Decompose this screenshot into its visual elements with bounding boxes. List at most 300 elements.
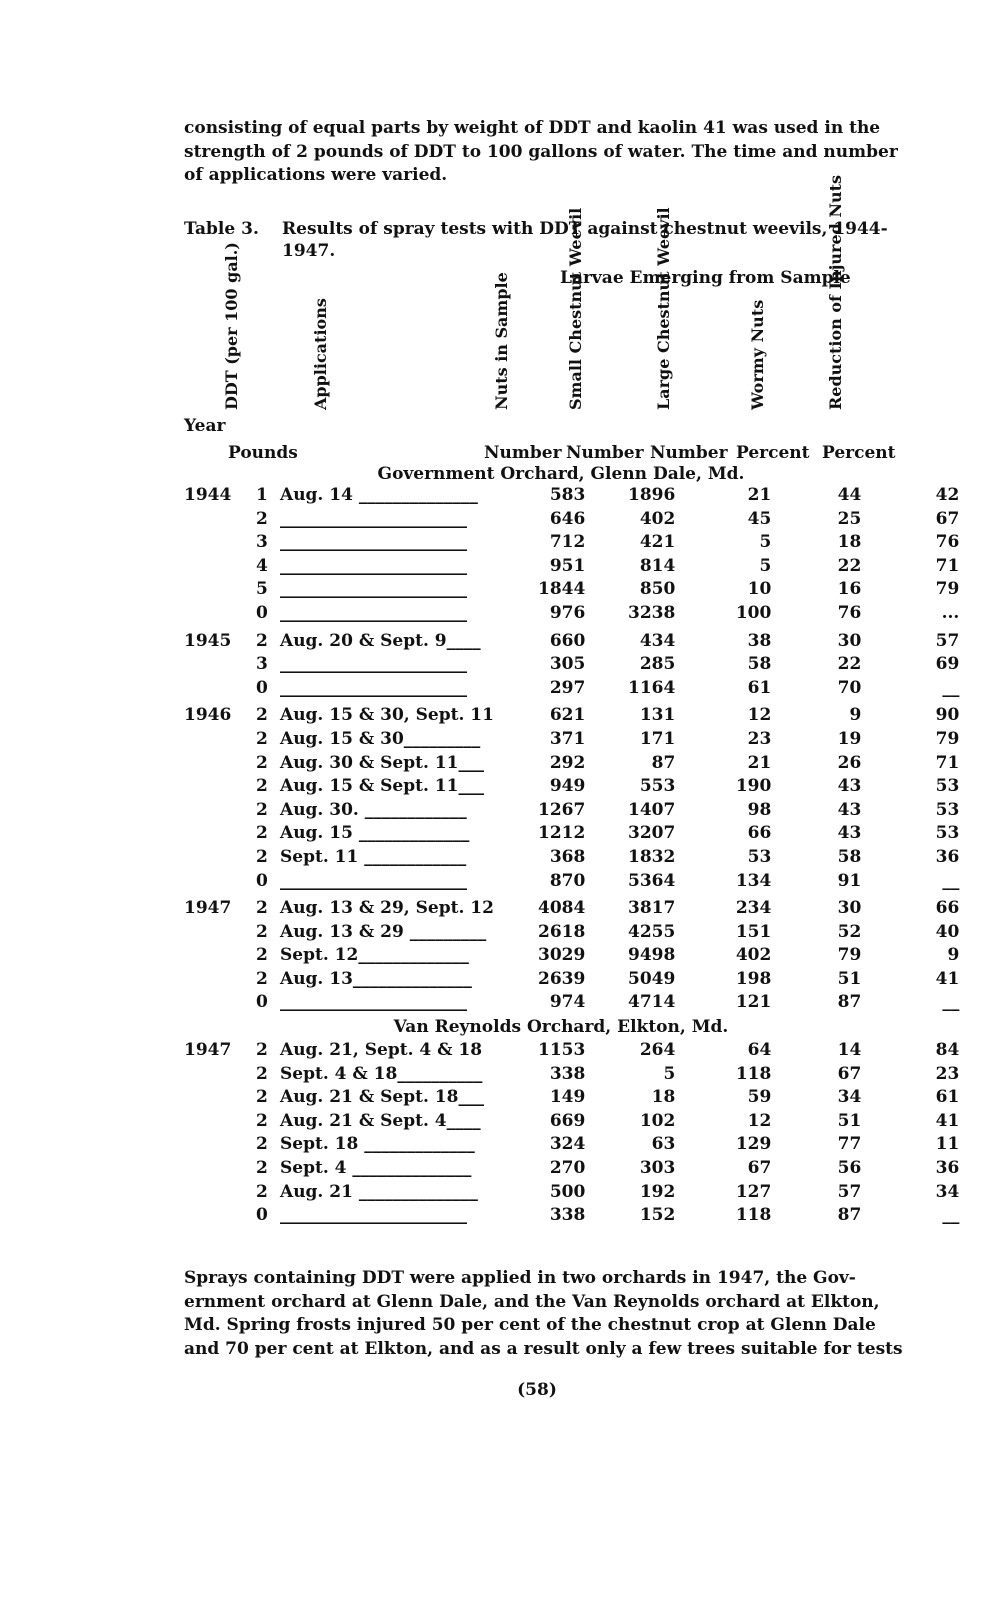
cell-year	[176, 775, 256, 799]
cell-applications: Aug. 21 & Sept. 18___	[280, 1087, 484, 1108]
cell-applications: Aug. 13 & 29, Sept. 12	[280, 898, 494, 919]
cell-reduction: __	[942, 1205, 960, 1226]
cell-year	[176, 578, 256, 602]
cell-ddt: 2	[256, 1157, 268, 1178]
cell-wormy: 16	[837, 579, 862, 600]
cell-nuts: 669	[549, 1110, 586, 1131]
cell-large-weevil: 190	[735, 776, 772, 797]
cell-nuts: 292	[549, 752, 586, 773]
cell-ddt: 2	[256, 1063, 268, 1084]
cell-ddt: 3	[256, 532, 268, 553]
cell-ddt: 0	[256, 870, 268, 891]
table-row	[176, 799, 959, 823]
caption-line: Results of spray tests with DDT against chestnut weevils, 1944-	[282, 219, 888, 239]
table-row	[176, 752, 959, 776]
orchard-heading-glenn-dale: Government Orchard, Glenn Dale, Md.	[377, 464, 745, 484]
cell-small-weevil: 421	[639, 532, 676, 553]
cell-nuts: 2618	[538, 921, 586, 942]
cell-small-weevil: 4714	[628, 992, 676, 1013]
cell-wormy: 9	[849, 705, 862, 726]
table-row	[176, 775, 959, 799]
orchard-heading-elkton: Van Reynolds Orchard, Elkton, Md.	[393, 1017, 729, 1037]
cell-ddt: 3	[256, 654, 268, 675]
cell-small-weevil: 5364	[628, 870, 676, 891]
cell-ddt: 2	[256, 945, 268, 966]
unit-nuts: Number	[484, 443, 562, 463]
cell-wormy: 22	[837, 654, 862, 675]
cell-nuts: 3029	[538, 945, 586, 966]
cell-year: 1944	[184, 485, 232, 505]
cell-applications: ______________________	[280, 579, 467, 600]
table-row	[176, 1110, 959, 1134]
cell-applications: ______________________	[280, 532, 467, 553]
cell-large-weevil: 45	[747, 508, 772, 529]
cell-nuts: 951	[549, 555, 586, 576]
cell-small-weevil: 3207	[628, 823, 676, 844]
cell-year	[176, 846, 256, 870]
cell-wormy: 44	[837, 485, 862, 505]
cell-nuts: 949	[549, 776, 586, 797]
column-header-nuts: Nuts in Sample	[492, 272, 511, 410]
table-caption	[184, 218, 888, 262]
cell-small-weevil: 1896	[628, 485, 676, 505]
table-row	[176, 1133, 959, 1157]
cell-applications: Sept. 12_____________	[280, 945, 469, 966]
cell-wormy: 51	[837, 1110, 862, 1131]
cell-year	[176, 1181, 256, 1205]
cell-year	[176, 728, 256, 752]
cell-applications: ______________________	[280, 870, 467, 891]
cell-year	[176, 944, 256, 968]
cell-ddt: 5	[256, 579, 268, 600]
cell-year	[176, 1157, 256, 1181]
column-header-ddt: DDT (per 100 gal.)	[222, 242, 241, 410]
cell-applications: ______________________	[280, 1205, 467, 1226]
column-header-wormy: Wormy Nuts	[748, 299, 767, 410]
table-row	[176, 728, 959, 752]
cell-ddt: 2	[256, 728, 268, 749]
table-row	[176, 484, 959, 508]
cell-wormy: 14	[837, 1040, 862, 1060]
unit-wormy: Percent	[736, 443, 810, 463]
table-row	[176, 677, 959, 701]
cell-reduction: 71	[935, 555, 960, 576]
cell-large-weevil: 118	[735, 1063, 772, 1084]
cell-applications: ______________________	[280, 508, 467, 529]
cell-large-weevil: 58	[747, 654, 772, 675]
cell-year	[176, 555, 256, 579]
table-row	[176, 602, 959, 626]
cell-large-weevil: 21	[747, 752, 772, 773]
cell-applications: Sept. 11 ____________	[280, 846, 467, 867]
cell-ddt: 2	[256, 823, 268, 844]
cell-ddt: 2	[256, 1134, 268, 1155]
cell-ddt: 2	[256, 846, 268, 867]
cell-large-weevil: 5	[759, 555, 772, 576]
cell-small-weevil: 264	[639, 1040, 676, 1060]
cell-nuts: 1267	[538, 799, 586, 820]
cell-applications: Aug. 21, Sept. 4 & 18	[280, 1040, 483, 1060]
intro-line: consisting of equal parts by weight of DDT and kaolin 41 was used in the	[184, 118, 881, 138]
cell-ddt: 1	[256, 485, 268, 505]
cell-large-weevil: 53	[747, 846, 772, 867]
cell-large-weevil: 59	[747, 1087, 772, 1108]
cell-applications: ______________________	[280, 555, 467, 576]
cell-nuts: 4084	[538, 898, 586, 919]
cell-applications: Aug. 15 _____________	[280, 823, 470, 844]
cell-ddt: 0	[256, 992, 268, 1013]
cell-small-weevil: 18	[651, 1087, 676, 1108]
unit-large: Number	[650, 443, 728, 463]
cell-ddt: 2	[256, 1181, 268, 1202]
cell-year	[176, 921, 256, 945]
cell-ddt: 2	[256, 705, 268, 726]
cell-small-weevil: 131	[639, 705, 676, 726]
cell-small-weevil: 1832	[628, 846, 676, 867]
table-row	[176, 578, 959, 602]
closing-line: Sprays containing DDT were applied in two orchards in 1947, the Gov-	[184, 1268, 856, 1288]
table-row	[176, 968, 959, 992]
cell-reduction: 71	[935, 752, 960, 773]
cell-reduction: 34	[935, 1181, 960, 1202]
intro-line: strength of 2 pounds of DDT to 100 gallons of water. The time and number	[184, 141, 898, 162]
table-row	[176, 846, 959, 870]
cell-year	[176, 602, 256, 626]
cell-reduction: __	[942, 870, 960, 891]
cell-year	[176, 968, 256, 992]
cell-applications: Aug. 15 & 30_________	[280, 728, 481, 749]
group-header: Larvae Emerging from Sample	[560, 268, 851, 288]
cell-wormy: 76	[837, 602, 862, 623]
cell-reduction: 41	[935, 1110, 960, 1131]
cell-applications: ______________________	[280, 992, 467, 1013]
cell-ddt: 2	[256, 799, 268, 820]
cell-nuts: 305	[549, 654, 586, 675]
cell-small-weevil: 1164	[628, 677, 676, 698]
cell-wormy: 22	[837, 555, 862, 576]
cell-ddt: 2	[256, 898, 268, 919]
cell-applications: Sept. 18 _____________	[280, 1134, 475, 1155]
cell-large-weevil: 127	[735, 1181, 772, 1202]
data-table-glenn-dale	[176, 484, 959, 1015]
cell-applications: Aug. 30. ____________	[280, 799, 467, 820]
cell-nuts: 976	[549, 602, 586, 623]
cell-wormy: 30	[837, 898, 862, 919]
cell-large-weevil: 129	[735, 1134, 772, 1155]
closing-line: Md. Spring frosts injured 50 per cent of the chestnut crop at Glenn Dale	[184, 1315, 876, 1335]
cell-wormy: 43	[837, 799, 862, 820]
cell-ddt: 2	[256, 1087, 268, 1108]
cell-small-weevil: 9498	[628, 945, 676, 966]
cell-year	[176, 991, 256, 1015]
cell-reduction: __	[942, 992, 960, 1013]
cell-large-weevil: 12	[747, 705, 772, 726]
cell-reduction: 61	[935, 1087, 960, 1108]
cell-reduction: 36	[935, 846, 960, 867]
closing-line: and 70 per cent at Elkton, and as a result only a few trees suitable for tests	[184, 1338, 903, 1359]
caption-line: 1947.	[282, 241, 336, 261]
cell-nuts: 1844	[538, 579, 586, 600]
intro-paragraph	[184, 117, 914, 188]
cell-year	[176, 870, 256, 894]
cell-reduction: 53	[935, 799, 960, 820]
cell-large-weevil: 151	[735, 921, 772, 942]
cell-year	[176, 1063, 256, 1087]
table-row	[176, 822, 959, 846]
cell-small-weevil: 5049	[628, 968, 676, 989]
table-row	[176, 653, 959, 677]
cell-reduction: 79	[935, 579, 960, 600]
cell-nuts: 297	[549, 677, 586, 698]
cell-reduction: 40	[935, 921, 960, 942]
cell-year: 1945	[184, 630, 232, 651]
cell-wormy: 34	[837, 1087, 862, 1108]
cell-reduction: 23	[935, 1063, 960, 1084]
cell-reduction: 84	[935, 1040, 960, 1060]
cell-small-weevil: 285	[639, 654, 676, 675]
table-row	[176, 555, 959, 579]
data-table-elkton	[176, 1039, 959, 1228]
cell-ddt: 4	[256, 555, 268, 576]
cell-reduction: __	[942, 677, 960, 698]
cell-ddt: 2	[256, 1110, 268, 1131]
cell-nuts: 621	[549, 705, 586, 726]
cell-reduction: 69	[935, 654, 960, 675]
cell-small-weevil: 1407	[628, 799, 676, 820]
cell-nuts: 338	[549, 1205, 586, 1226]
table-row	[176, 531, 959, 555]
cell-applications: ______________________	[280, 654, 467, 675]
table-row	[176, 991, 959, 1015]
page-number: (58)	[517, 1380, 557, 1400]
cell-small-weevil: 63	[651, 1134, 676, 1155]
cell-nuts: 646	[549, 508, 586, 529]
table-row	[176, 870, 959, 894]
cell-applications: Aug. 15 & 30, Sept. 11	[280, 705, 494, 726]
table-row	[176, 1039, 959, 1063]
cell-applications: Aug. 15 & Sept. 11___	[280, 776, 484, 797]
cell-year: 1947	[184, 898, 232, 919]
cell-reduction: 36	[935, 1157, 960, 1178]
cell-wormy: 70	[837, 677, 862, 698]
cell-small-weevil: 553	[639, 776, 676, 797]
cell-year	[176, 653, 256, 677]
cell-wormy: 79	[837, 945, 862, 966]
cell-wormy: 25	[837, 508, 862, 529]
table-row	[176, 1063, 959, 1087]
cell-large-weevil: 98	[747, 799, 772, 820]
cell-applications: Aug. 30 & Sept. 11___	[280, 752, 484, 773]
cell-nuts: 974	[549, 992, 586, 1013]
cell-year	[176, 752, 256, 776]
cell-applications: ______________________	[280, 677, 467, 698]
cell-applications: Sept. 4 & 18__________	[280, 1063, 483, 1084]
cell-wormy: 57	[837, 1181, 862, 1202]
column-header-reduction: Reduction of Injured Nuts	[826, 174, 845, 410]
cell-wormy: 52	[837, 921, 862, 942]
cell-large-weevil: 12	[747, 1110, 772, 1131]
cell-ddt: 0	[256, 677, 268, 698]
cell-large-weevil: 100	[735, 602, 772, 623]
cell-nuts: 371	[549, 728, 586, 749]
cell-nuts: 583	[549, 485, 586, 505]
cell-small-weevil: 152	[639, 1205, 676, 1226]
table-row	[176, 626, 959, 654]
cell-small-weevil: 3238	[628, 602, 676, 623]
table-row	[176, 1086, 959, 1110]
cell-year	[176, 1086, 256, 1110]
cell-nuts: 1212	[538, 823, 586, 844]
column-header-large: Large Chestnut Weevil	[654, 207, 673, 410]
cell-nuts: 500	[549, 1181, 586, 1202]
table-label: Table 3.	[184, 219, 259, 239]
cell-nuts: 270	[549, 1157, 586, 1178]
cell-ddt: 2	[256, 630, 268, 651]
cell-wormy: 87	[837, 1205, 862, 1226]
cell-year	[176, 1110, 256, 1134]
cell-large-weevil: 66	[747, 823, 772, 844]
cell-year	[176, 677, 256, 701]
cell-small-weevil: 4255	[628, 921, 676, 942]
cell-ddt: 2	[256, 921, 268, 942]
cell-nuts: 338	[549, 1063, 586, 1084]
cell-reduction: 9	[947, 945, 960, 966]
cell-ddt: 2	[256, 508, 268, 529]
cell-large-weevil: 23	[747, 728, 772, 749]
cell-wormy: 56	[837, 1157, 862, 1178]
cell-nuts: 149	[549, 1087, 586, 1108]
closing-paragraph	[184, 1267, 914, 1361]
cell-wormy: 26	[837, 752, 862, 773]
cell-large-weevil: 234	[735, 898, 772, 919]
cell-wormy: 19	[837, 728, 862, 749]
cell-large-weevil: 121	[735, 992, 772, 1013]
cell-wormy: 91	[837, 870, 862, 891]
table-row	[176, 508, 959, 532]
unit-small: Number	[566, 443, 644, 463]
cell-nuts: 324	[549, 1134, 586, 1155]
cell-small-weevil: 5	[663, 1063, 676, 1084]
cell-ddt: 2	[256, 968, 268, 989]
cell-small-weevil: 87	[651, 752, 676, 773]
cell-year: 1947	[184, 1040, 232, 1060]
cell-small-weevil: 850	[639, 579, 676, 600]
cell-large-weevil: 21	[747, 485, 772, 505]
cell-wormy: 77	[837, 1134, 862, 1155]
cell-reduction: 42	[935, 485, 960, 505]
cell-year	[176, 799, 256, 823]
cell-wormy: 18	[837, 532, 862, 553]
cell-large-weevil: 5	[759, 532, 772, 553]
cell-applications: Sept. 4 ______________	[280, 1157, 472, 1178]
cell-large-weevil: 118	[735, 1205, 772, 1226]
cell-ddt: 0	[256, 602, 268, 623]
cell-small-weevil: 434	[639, 630, 676, 651]
closing-line: ernment orchard at Glenn Dale, and the Van Reynolds orchard at Elkton,	[184, 1291, 880, 1312]
cell-year	[176, 1133, 256, 1157]
cell-small-weevil: 192	[639, 1181, 676, 1202]
cell-large-weevil: 61	[747, 677, 772, 698]
cell-applications: Aug. 13 & 29 _________	[280, 921, 487, 942]
cell-year	[176, 508, 256, 532]
cell-reduction: 79	[935, 728, 960, 749]
cell-applications: Aug. 20 & Sept. 9____	[280, 630, 481, 651]
cell-large-weevil: 38	[747, 630, 772, 651]
cell-applications: Aug. 21 ______________	[280, 1181, 478, 1202]
cell-wormy: 51	[837, 968, 862, 989]
cell-large-weevil: 134	[735, 870, 772, 891]
column-header-applications: Applications	[311, 298, 330, 410]
cell-small-weevil: 402	[639, 508, 676, 529]
cell-small-weevil: 303	[639, 1157, 676, 1178]
cell-reduction: 11	[935, 1134, 960, 1155]
cell-small-weevil: 102	[639, 1110, 676, 1131]
unit-pounds: Pounds	[228, 443, 298, 463]
cell-nuts: 660	[549, 630, 586, 651]
intro-line: of applications were varied.	[184, 165, 448, 185]
cell-ddt: 2	[256, 1040, 268, 1060]
cell-reduction: 76	[935, 532, 960, 553]
cell-applications: Aug. 21 & Sept. 4____	[280, 1110, 481, 1131]
cell-large-weevil: 64	[747, 1040, 772, 1060]
cell-wormy: 30	[837, 630, 862, 651]
table-row	[176, 893, 959, 921]
cell-reduction: 57	[935, 630, 960, 651]
table-row	[176, 944, 959, 968]
cell-nuts: 1153	[538, 1040, 586, 1060]
cell-large-weevil: 10	[747, 579, 772, 600]
cell-large-weevil: 402	[735, 945, 772, 966]
cell-small-weevil: 3817	[628, 898, 676, 919]
cell-year: 1946	[184, 705, 232, 726]
cell-ddt: 0	[256, 1205, 268, 1226]
table-row	[176, 1181, 959, 1205]
cell-year	[176, 531, 256, 555]
cell-ddt: 2	[256, 776, 268, 797]
cell-small-weevil: 171	[639, 728, 676, 749]
cell-wormy: 67	[837, 1063, 862, 1084]
cell-nuts: 712	[549, 532, 586, 553]
cell-year	[176, 822, 256, 846]
unit-reduction: Percent	[822, 443, 896, 463]
cell-wormy: 43	[837, 776, 862, 797]
cell-reduction: 53	[935, 776, 960, 797]
cell-small-weevil: 814	[639, 555, 676, 576]
cell-nuts: 368	[549, 846, 586, 867]
cell-reduction: 90	[935, 705, 960, 726]
cell-nuts: 2639	[538, 968, 586, 989]
table-row	[176, 1204, 959, 1228]
cell-applications: ______________________	[280, 602, 467, 623]
cell-reduction: 66	[935, 898, 960, 919]
cell-large-weevil: 67	[747, 1157, 772, 1178]
cell-reduction: 41	[935, 968, 960, 989]
column-header-small: Small Chestnut Weevil	[566, 207, 585, 410]
cell-ddt: 2	[256, 752, 268, 773]
cell-nuts: 870	[549, 870, 586, 891]
column-header-year: Year	[184, 416, 226, 436]
cell-wormy: 43	[837, 823, 862, 844]
cell-reduction: ...	[941, 602, 960, 623]
cell-wormy: 58	[837, 846, 862, 867]
cell-applications: Aug. 14 ______________	[280, 485, 478, 505]
cell-reduction: 53	[935, 823, 960, 844]
cell-large-weevil: 198	[735, 968, 772, 989]
cell-wormy: 87	[837, 992, 862, 1013]
cell-reduction: 67	[935, 508, 960, 529]
cell-applications: Aug. 13______________	[280, 968, 472, 989]
table-row	[176, 921, 959, 945]
